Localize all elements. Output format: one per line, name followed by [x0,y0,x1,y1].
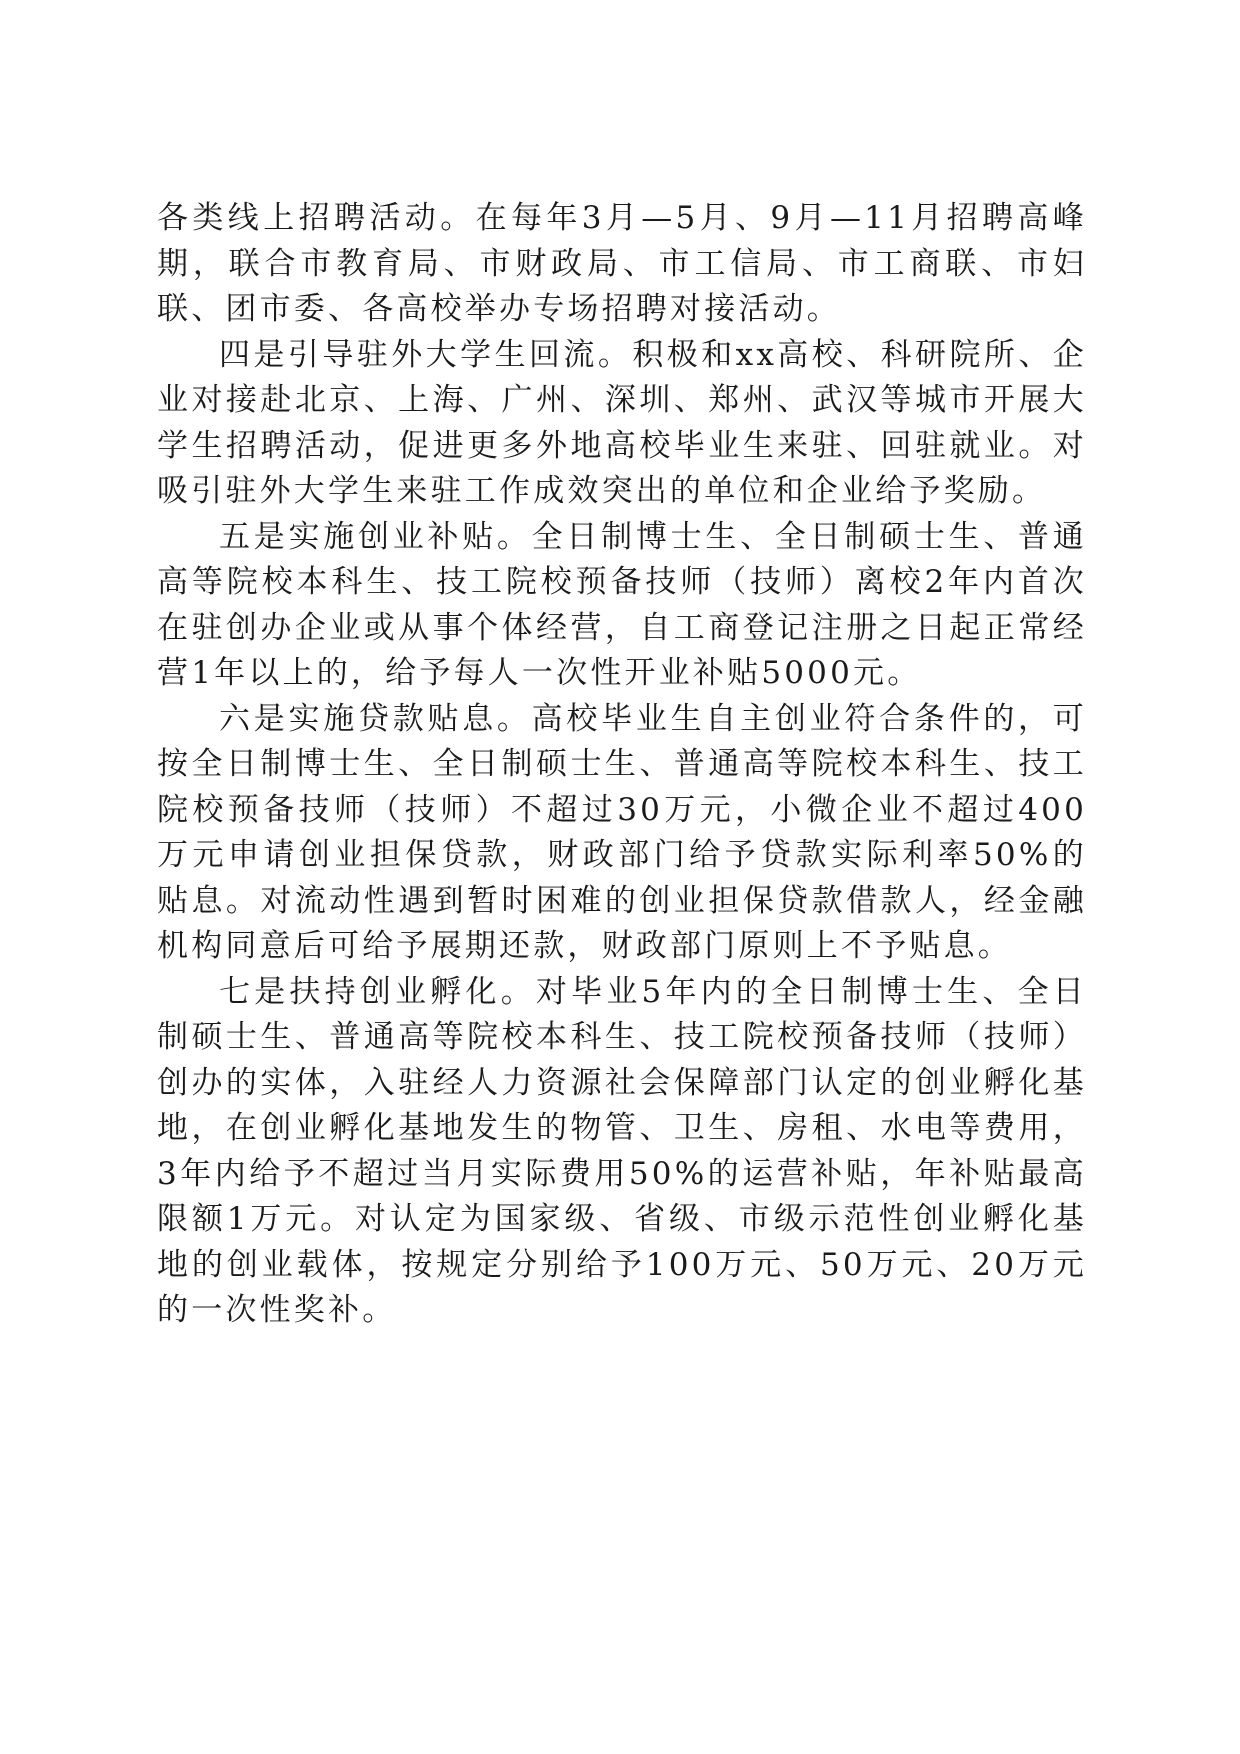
paragraph-item-7: 七是扶持创业孵化。对毕业5年内的全日制博士生、全日制硕士生、普通高等院校本科生、技工院校预备技师（技师）创办的实体，入驻经人力资源社会保障部门认定的创业孵化基地，在创业孵化基地发生的物管、卫生、房租、水电等费用，3年内给予不超过当月实际费用50%的运营补贴，年补贴最高限额1万元。对认定为国家级、省级、市级示范性创业孵化基地的创业载体，按规定分别给予100万元、50万元、20万元的一次性奖补。 [157,973,1087,1328]
paragraph-item-5: 五是实施创业补贴。全日制博士生、全日制硕士生、普通高等院校本科生、技工院校预备技师（技师）离校2年内首次在驻创办企业或从事个体经营，自工商登记注册之日起正常经营1年以上的，给予每人一次性开业补贴5000元。 [157,518,1087,691]
paragraph-item-4: 四是引导驻外大学生回流。积极和xx高校、科研院所、企业对接赴北京、上海、广州、深圳、郑州、武汉等城市开展大学生招聘活动，促进更多外地高校毕业生来驻、回驻就业。对吸引驻外大学生来驻工作成效突出的单位和企业给予奖励。 [157,336,1087,509]
document-body [157,196,1087,1334]
paragraph-item-6: 六是实施贷款贴息。高校毕业生自主创业符合条件的，可按全日制博士生、全日制硕士生、普通高等院校本科生、技工院校预备技师（技师）不超过30万元，小微企业不超过400万元申请创业担保贷款，财政部门给予贷款实际利率50%的贴息。对流动性遇到暂时困难的创业担保贷款借款人，经金融机构同意后可给予展期还款，财政部门原则上不予贴息。 [157,700,1087,964]
paragraph-continued: 各类线上招聘活动。在每年3月—5月、9月—11月招聘高峰期，联合市教育局、市财政局、市工信局、市工商联、市妇联、团市委、各高校举办专场招聘对接活动。 [157,200,1087,327]
